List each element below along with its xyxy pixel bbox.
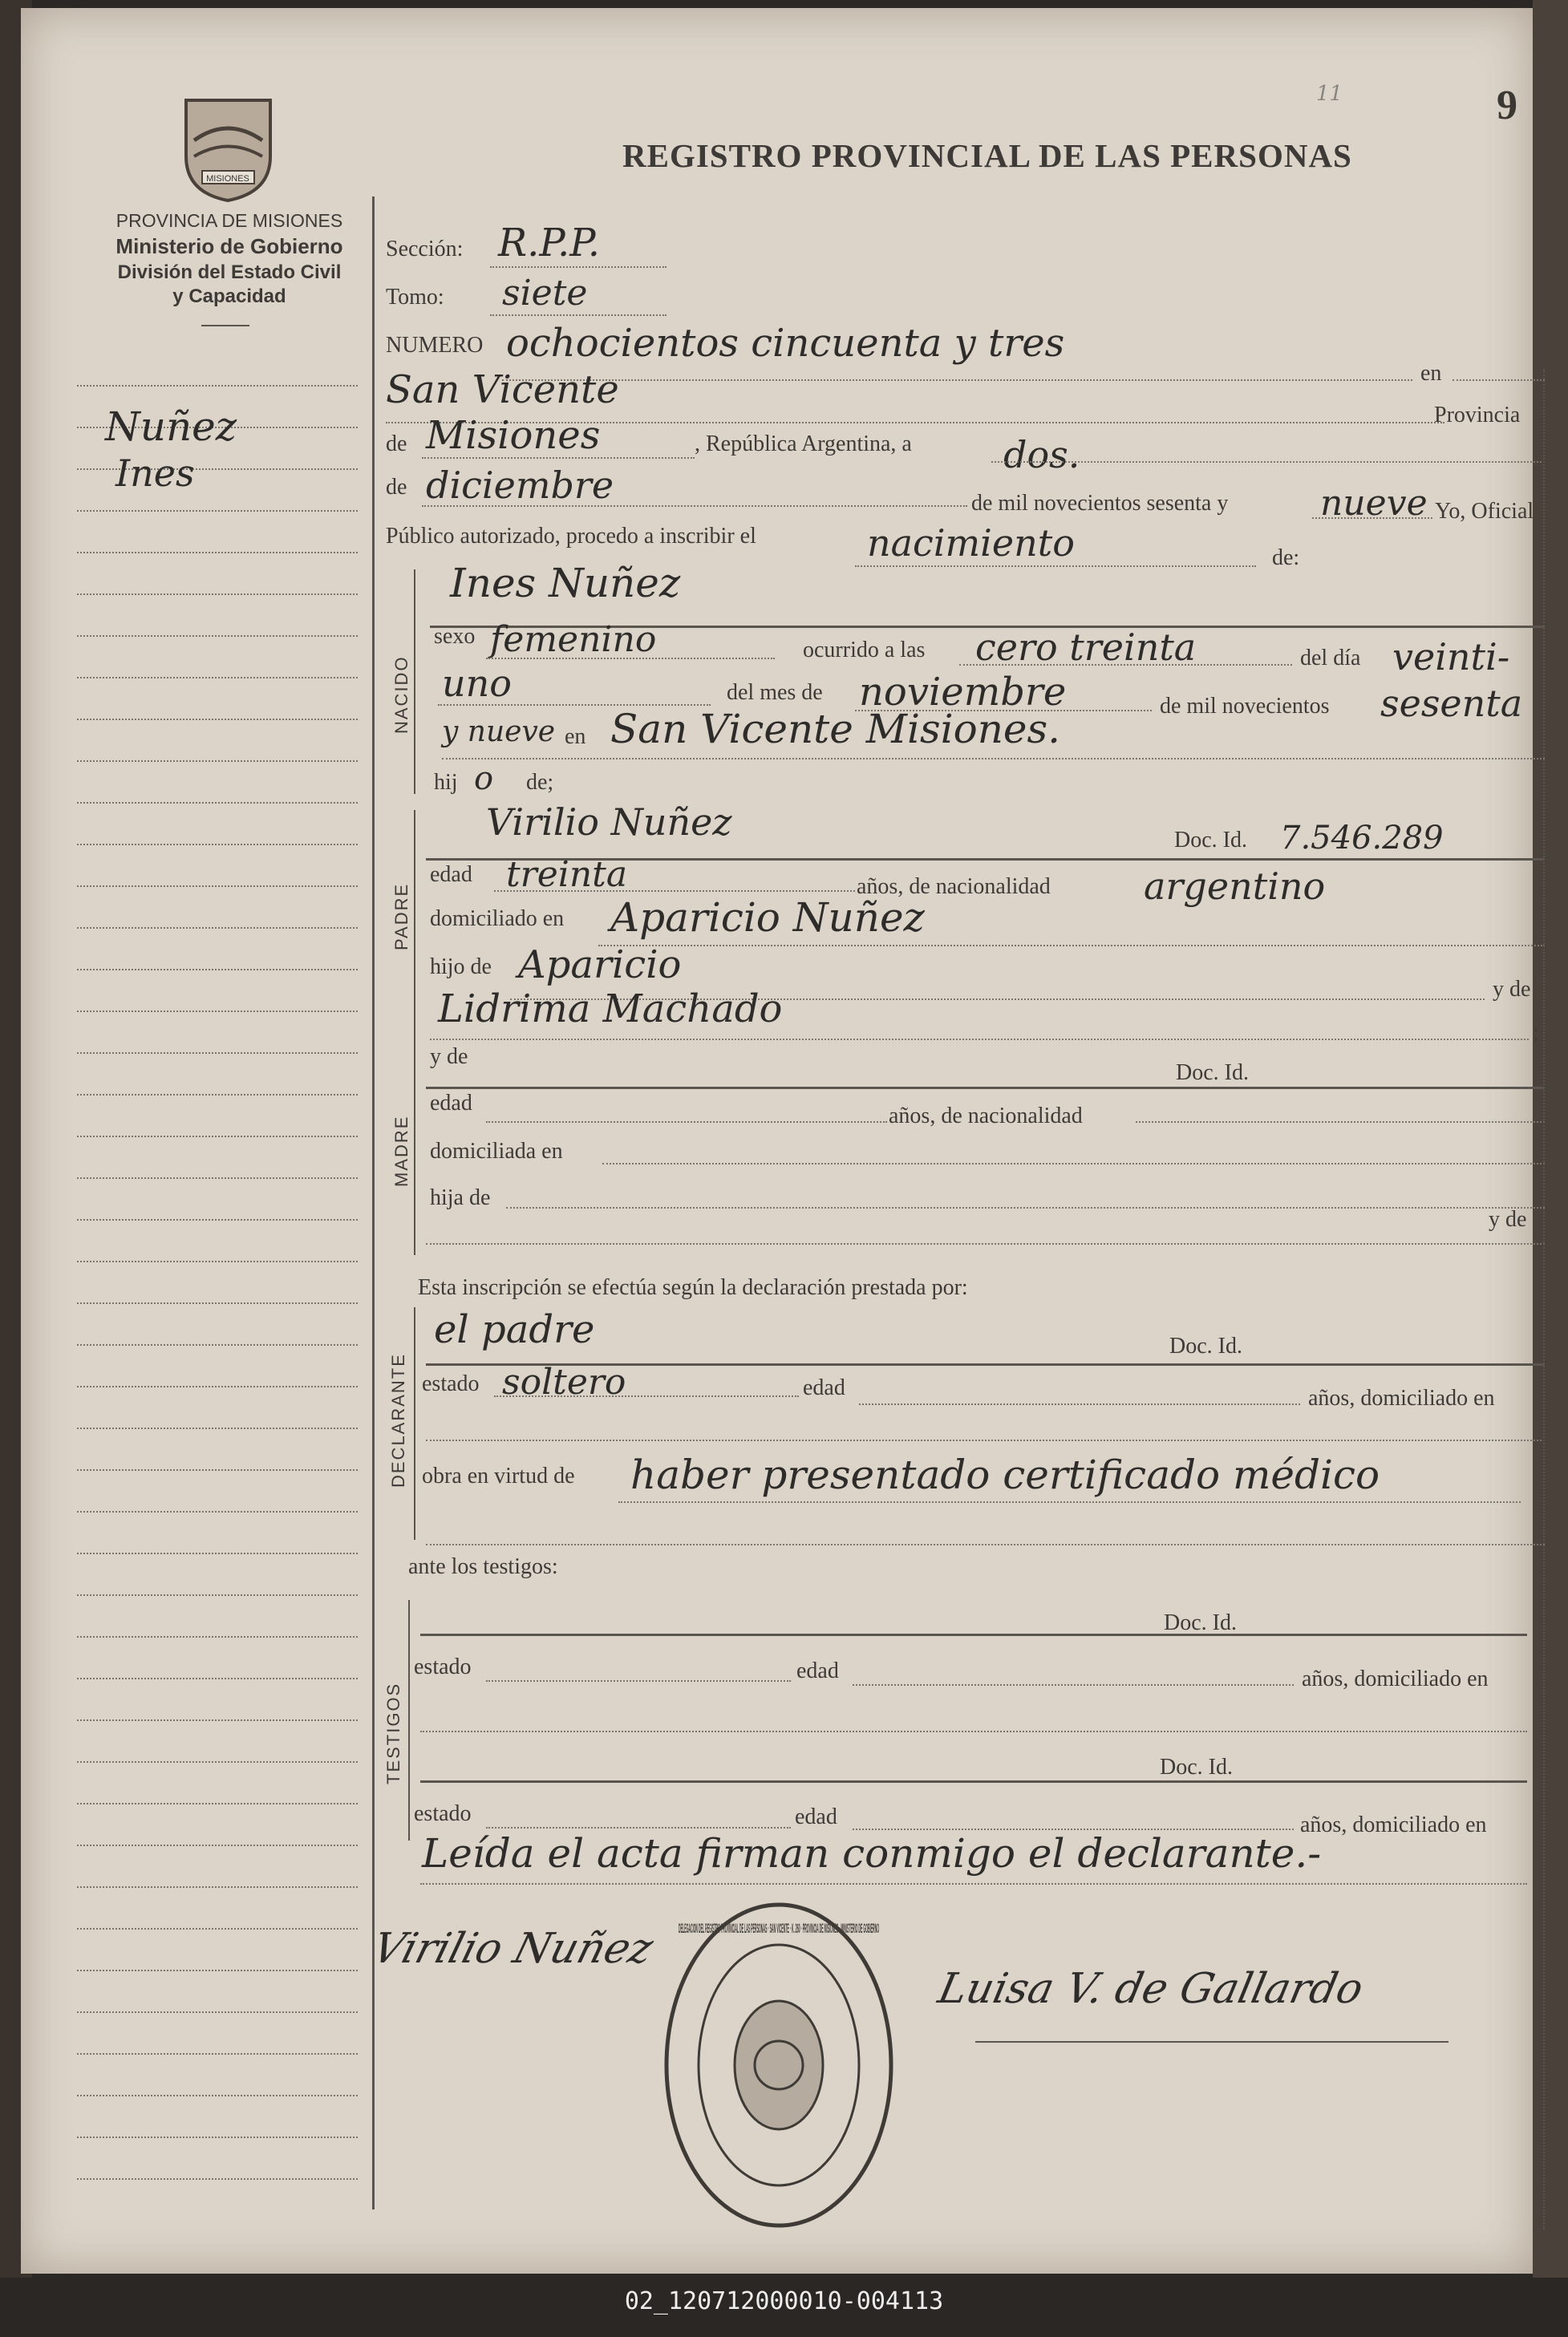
seal-text: DELEGACION DEL REGISTRO PROVINCIAL DE LAS PERSONAS · SAN VICENTE · K. 260 · PROVINCIA DE MISIONES · MINISTERIO DE GOBIERNO <box>679 1921 879 1936</box>
provincia-label: Provincia <box>1434 403 1521 427</box>
hora-value: cero treinta <box>975 626 1197 669</box>
margin-ruled-line <box>77 1219 358 1221</box>
declaracion-label: Esta inscripción se efectúa según la declaración prestada por: <box>418 1275 968 1300</box>
ante-testigos-label: ante los testigos: <box>408 1554 558 1579</box>
de-label-2: de <box>386 475 407 500</box>
anio-inscripcion: nueve <box>1320 483 1428 524</box>
padre-nac-value: argentino <box>1144 865 1326 908</box>
padre-nac-label: años, de nacionalidad <box>857 874 1051 899</box>
margin-note-name: Ines <box>115 452 195 495</box>
margin-ruled-line <box>77 802 358 804</box>
org-underline <box>201 325 249 326</box>
margin-ruled-line <box>77 1928 358 1930</box>
emblem-text: MISIONES <box>206 174 249 184</box>
t1-estado-label: estado <box>414 1655 472 1679</box>
semicolon: ; <box>1533 1020 1539 1045</box>
numero-value: ochocientos cincuenta y tres <box>506 321 1065 366</box>
padre-dom-value: Aparicio Nuñez <box>610 894 925 941</box>
margin-ruled-line <box>77 2137 358 2138</box>
section-label-declarante: DECLARANTE <box>388 1353 408 1488</box>
tomo-label: Tomo: <box>386 285 444 310</box>
yo-oficial-label: Yo, Oficial <box>1435 499 1534 524</box>
padre-dom-label: domiciliado en <box>430 906 565 931</box>
margin-ruled-line <box>77 677 358 678</box>
mil-novecientos-label: de mil novecientos <box>1160 694 1330 719</box>
declarante-doc-label: Doc. Id. <box>1169 1334 1242 1359</box>
dia-a-value: veinti- <box>1392 635 1510 678</box>
madre-nac-label: años, de nacionalidad <box>889 1104 1083 1128</box>
margin-ruled-line <box>77 1344 358 1346</box>
seccion-label: Sección: <box>386 237 464 261</box>
nombre-nacido: Ines Nuñez <box>450 560 681 606</box>
section-label-nacido: NACIDO <box>391 655 411 734</box>
de-label: de <box>386 431 407 456</box>
org-line3: División del Estado Civil <box>117 261 342 283</box>
margin-ruled-line <box>77 1386 358 1387</box>
margin-ruled-line <box>77 385 358 387</box>
margin-ruled-line <box>77 1886 358 1888</box>
margin-ruled-line <box>77 1094 358 1096</box>
hija-de-label: hija de <box>430 1185 491 1210</box>
tomo-value: siete <box>502 273 588 314</box>
mes-inscripcion: diciembre <box>426 464 614 507</box>
registry-sheet <box>21 8 1539 2274</box>
firma-oficial: Luisa V. de Gallardo <box>934 1965 1367 2013</box>
margin-ruled-line <box>77 1428 358 1429</box>
margin-ruled-line <box>77 635 358 637</box>
padre-nombre: Virilio Nuñez <box>486 800 732 844</box>
margin-ruled-line <box>77 1845 358 1846</box>
republica-label: , República Argentina, a <box>695 431 912 456</box>
hij-label: hij <box>434 770 458 795</box>
decl-anos-dom-label: años, domiciliado en <box>1308 1386 1495 1411</box>
margin-ruled-line <box>77 1052 358 1054</box>
madre-doc-label: Doc. Id. <box>1176 1060 1249 1085</box>
dia-inscripcion: dos. <box>1003 433 1080 476</box>
margin-ruled-line <box>77 552 358 553</box>
madre-y-de-label: y de <box>430 1044 468 1069</box>
margin-ruled-line <box>77 927 358 929</box>
margin-ruled-line <box>77 719 358 720</box>
org-line2: Ministerio de Gobierno <box>115 234 343 258</box>
margin-ruled-line <box>77 1970 358 1971</box>
obra-label: obra en virtud de <box>422 1464 575 1488</box>
numero-label: NUMERO <box>386 333 484 358</box>
mil-sesenta-label: de mil novecientos sesenta y <box>971 491 1229 516</box>
t1-edad-label: edad <box>796 1659 839 1683</box>
de-semi-label: de; <box>526 770 554 795</box>
margin-ruled-line <box>77 969 358 970</box>
decl-estado-label: estado <box>422 1371 480 1396</box>
official-seal <box>654 1893 903 2238</box>
publico-label: Público autorizado, procedo a inscribir el <box>386 524 756 549</box>
margin-ruled-line <box>77 1761 358 1763</box>
sexo-label: sexo <box>434 624 476 649</box>
margin-ruled-line <box>77 1302 358 1304</box>
section-label-testigos: TESTIGOS <box>383 1682 403 1784</box>
margin-ruled-line <box>77 1136 358 1137</box>
margin-divider <box>372 196 375 2209</box>
sexo-value: femenino <box>490 619 657 660</box>
margin-ruled-line <box>77 1511 358 1513</box>
margin-ruled-line <box>77 1719 358 1721</box>
margin-ruled-line <box>77 1011 358 1012</box>
declarante-value: el padre <box>434 1307 595 1352</box>
margin-ruled-line <box>77 2178 358 2180</box>
madre-dom-label: domiciliada en <box>430 1139 563 1164</box>
section-label-madre: MADRE <box>391 1115 411 1187</box>
margin-ruled-line <box>77 2011 358 2013</box>
en-label-2: en <box>565 724 586 749</box>
provincia-value: Misiones <box>426 413 601 458</box>
acto-value: nacimiento <box>867 521 1075 565</box>
page-title: REGISTRO PROVINCIAL DE LAS PERSONAS <box>622 137 1352 174</box>
seccion-value: R.P.P. <box>498 221 601 265</box>
image-caption: 02_120712000010-004113 <box>624 2287 944 2315</box>
en-label: en <box>1420 361 1442 386</box>
margin-note-surname: Nuñez <box>105 403 237 450</box>
padre-edad-label: edad <box>430 862 472 887</box>
ocurrido-label: ocurrido a las <box>803 638 926 662</box>
margin-ruled-line <box>77 1636 358 1638</box>
page-edge <box>1533 0 1568 2278</box>
section-label-padre: PADRE <box>391 882 411 950</box>
dia-b-value: uno <box>442 662 512 705</box>
org-line1: PROVINCIA DE MISIONES <box>115 210 343 231</box>
t1-anos-dom-label: años, domiciliado en <box>1302 1667 1489 1691</box>
margin-ruled-line <box>77 885 358 887</box>
margin-ruled-line <box>77 2095 358 2096</box>
margin-ruled-line <box>77 1261 358 1262</box>
anio-b-value: y nueve <box>442 715 556 748</box>
margin-ruled-line <box>77 1594 358 1596</box>
margin-ruled-line <box>77 2053 358 2055</box>
y-de-label: y de <box>1493 977 1531 1002</box>
t2-edad-label: edad <box>795 1804 837 1829</box>
decl-edad-label: edad <box>803 1375 845 1400</box>
t2-doc-label: Doc. Id. <box>1160 1755 1233 1780</box>
lugar-value: San Vicente <box>386 367 619 412</box>
leida-value: Leída el acta firman conmigo el declarante.- <box>422 1830 1322 1877</box>
padre-doc-label: Doc. Id. <box>1174 828 1247 853</box>
t1-doc-label: Doc. Id. <box>1164 1610 1237 1635</box>
org-line4: y Capacidad <box>172 286 286 307</box>
t2-anos-dom-label: años, domiciliado en <box>1300 1812 1487 1837</box>
province-emblem <box>178 92 278 205</box>
corner-mark: 11 <box>1316 82 1343 106</box>
hij-value: o <box>474 760 494 797</box>
hijo-de-label: hijo de <box>430 954 492 979</box>
margin-ruled-line <box>77 1553 358 1554</box>
margin-ruled-line <box>77 593 358 595</box>
margin-ruled-line <box>77 1803 358 1804</box>
decl-estado-value: soltero <box>502 1362 626 1403</box>
madre-edad-label: edad <box>430 1091 472 1116</box>
margin-ruled-line <box>77 1177 358 1179</box>
margin-ruled-line <box>77 844 358 845</box>
lugar-nac-value: San Vicente Misiones. <box>610 706 1061 752</box>
padre-doc-value: 7.546.289 <box>1280 820 1444 857</box>
t2-estado-label: estado <box>414 1801 472 1826</box>
mes-value: noviembre <box>859 670 1067 715</box>
page-number: 9 <box>1497 83 1517 128</box>
margin-ruled-line <box>77 1678 358 1679</box>
del-dia-label: del día <box>1300 646 1361 670</box>
padre-edad-value: treinta <box>506 854 628 895</box>
abuelo-value: Aparicio <box>518 942 682 987</box>
anio-a-value: sesenta <box>1380 682 1523 725</box>
margin-ruled-line <box>77 760 358 762</box>
firma-declarante: Virilio Nuñez <box>367 1925 658 1973</box>
de-colon-label: de: <box>1272 545 1300 570</box>
madre-y-de-label-2: y de <box>1489 1207 1527 1232</box>
del-mes-label: del mes de <box>727 680 823 705</box>
margin-ruled-line <box>77 510 358 512</box>
abuela-value: Lidrima Machado <box>438 986 783 1031</box>
obra-value: haber presentado certificado médico <box>630 1452 1380 1498</box>
margin-ruled-line <box>77 1469 358 1471</box>
